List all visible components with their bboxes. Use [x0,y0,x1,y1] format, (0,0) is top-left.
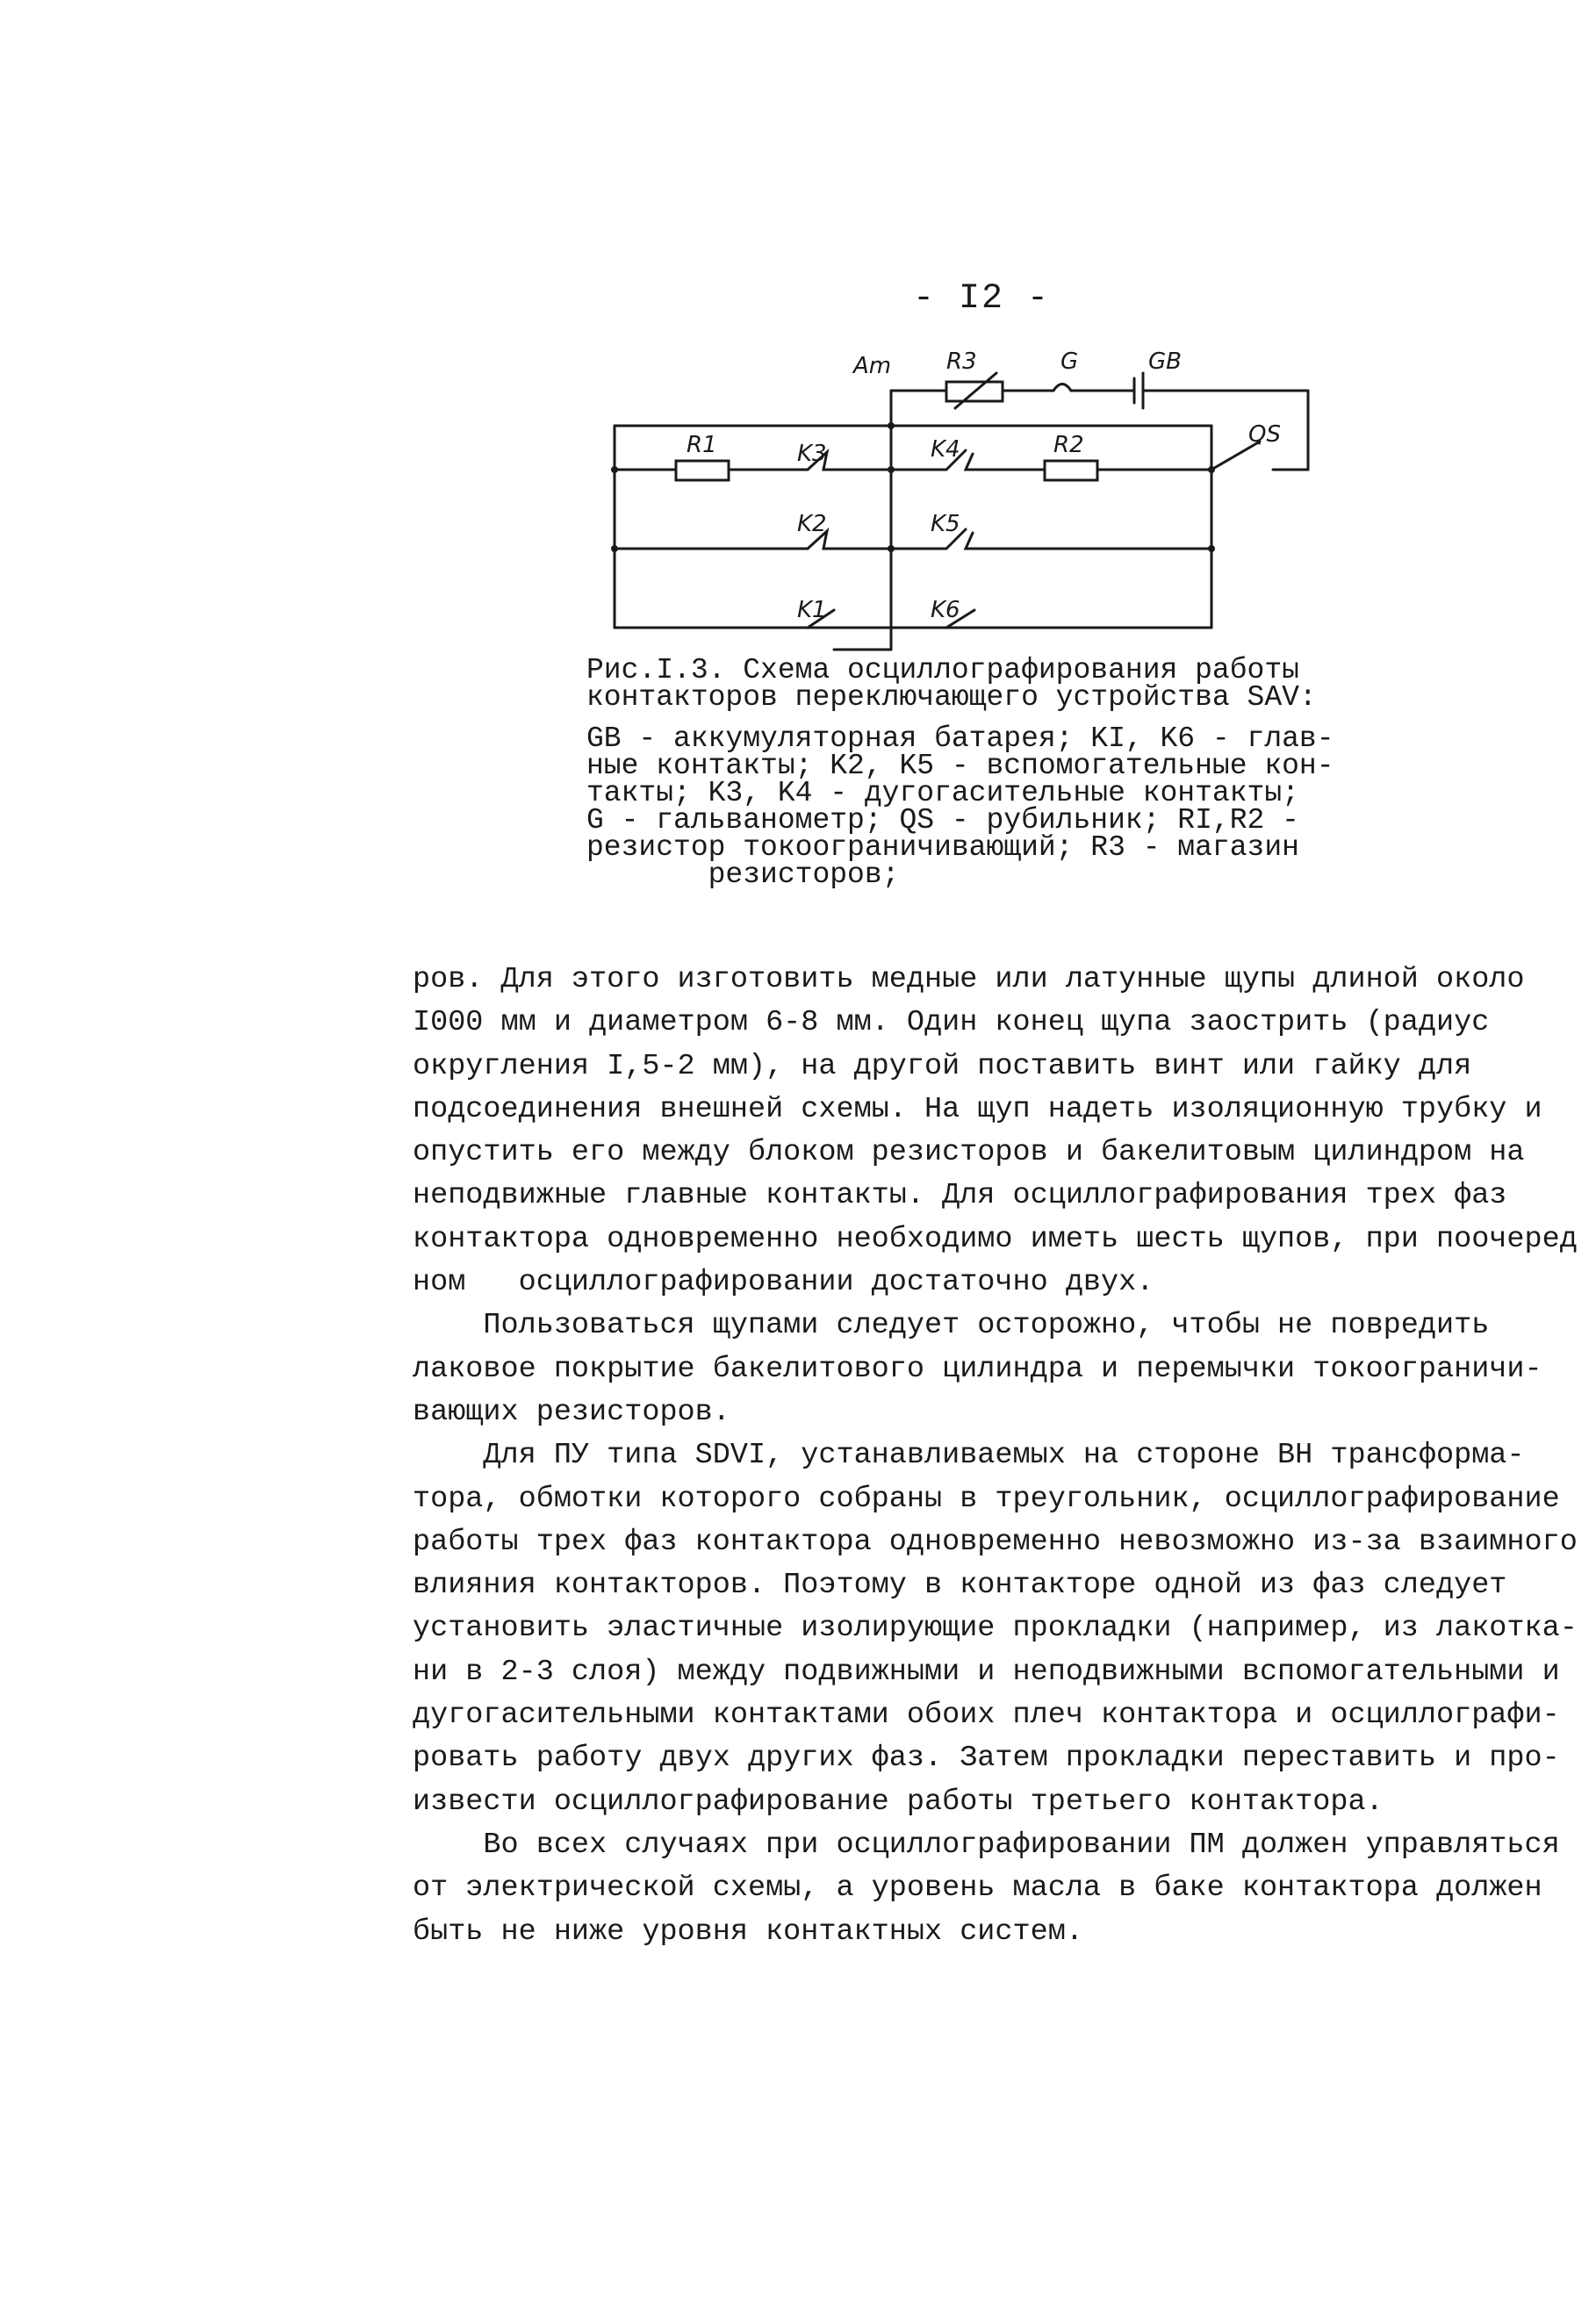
caption-title-line: Рис.I.3. Схема осциллографирования работы [586,654,1299,686]
label-k2: K2 [797,511,827,537]
caption-legend-line: ные контакты; K2, K5 - вспомогательные кон- [586,750,1334,782]
text-line: опустить его между блоком резисторов и бакелитовым цилиндром на [413,1136,1525,1170]
text-line: работы трех фаз контактора одновременно невозможно из-за взаимного [413,1525,1578,1559]
label-k4: K4 [931,436,960,463]
caption-legend [586,722,1377,891]
text-line: Во всех случаях при осциллографировании ПМ должен управляться [413,1828,1560,1862]
text-line: дугогасительными контактами обоих плеч контактора и осциллографи- [413,1699,1560,1733]
text-line: I000 мм и диаметром 6-8 мм. Один конец щупа заострить (радиус [413,1006,1490,1040]
caption-title-line: контакторов переключающего устройства SAV: [586,681,1317,714]
label-galvanometer: G [1060,348,1079,375]
body-text [413,959,1578,1954]
r1-resistor [676,461,729,480]
text-line: влияния контакторов. Поэтому в контакторе одной из фаз следует [413,1569,1507,1603]
label-ammeter: Am [853,353,892,379]
label-k1: K1 [797,597,827,623]
caption-legend-line: резистор токоограничивающий; R3 - магазин [586,831,1299,864]
caption-legend-line: резисторов; [586,859,900,891]
text-line: лаковое покрытие бакелитового цилиндра и перемычки токоограничи- [413,1352,1542,1386]
caption-legend-line: G - гальванометр; QS - рубильник; RI,R2 - [586,804,1299,837]
text-line: Пользоваться щупами следует осторожно, чтобы не повредить [413,1309,1490,1343]
caption-legend-line: GB - аккумуляторная батарея; KI, K6 - глав- [586,722,1334,755]
label-r2: R2 [1053,432,1084,458]
label-battery: GB [1148,348,1182,375]
label-r1: R1 [687,432,717,458]
text-line: ров. Для этого изготовить медные или латунные щупы длиной около [413,963,1525,996]
r2-resistor [1045,461,1097,480]
circuit-diagram [597,347,1334,672]
caption-legend-line: такты; K3, K4 - дугогасительные контакты; [586,777,1299,809]
text-line: подсоединения внешней схемы. На щуп надеть изоляционную трубку и [413,1092,1542,1126]
text-line: ни в 2-3 слоя) между подвижными и неподвижными вспомогательными и [413,1655,1560,1689]
text-line: извести осциллографирование работы третьего контактора. [413,1785,1384,1819]
text-line: контактора одновременно необходимо иметь шесть щупов, при поочеред [413,1222,1578,1256]
text-line: ровать работу двух других фаз. Затем прокладки переставить и про- [413,1742,1560,1776]
text-line: округления I,5-2 мм), на другой поставить винт или гайку для [413,1049,1472,1083]
page-number: - I2 - [913,279,1051,319]
label-k3: K3 [797,441,827,467]
text-line: от электрической схемы, а уровень масла в баке контактора должен [413,1872,1542,1906]
text-line: тора, обмотки которого собраны в треугольник, осциллографирование [413,1482,1560,1516]
text-line: ном осциллографировании достаточно двух. [413,1266,1154,1300]
text-line: Для ПУ типа SDVI, устанавливаемых на стороне ВН трансформа- [413,1439,1525,1473]
text-line: вающих резисторов. [413,1395,730,1429]
galvanometer-coil [1053,384,1071,392]
label-k6: K6 [931,597,960,623]
label-switch: QS [1248,421,1281,448]
text-line: неподвижные главные контакты. Для осциллографирования трех фаз [413,1179,1507,1213]
text-line: быть не ниже уровня контактных систем. [413,1915,1083,1949]
figure-caption [586,654,1377,891]
label-r3: R3 [946,348,977,375]
caption-title [586,654,1377,714]
text-line: установить эластичные изолирующие прокладки (например, из лакотка- [413,1612,1578,1646]
label-k5: K5 [931,511,960,537]
